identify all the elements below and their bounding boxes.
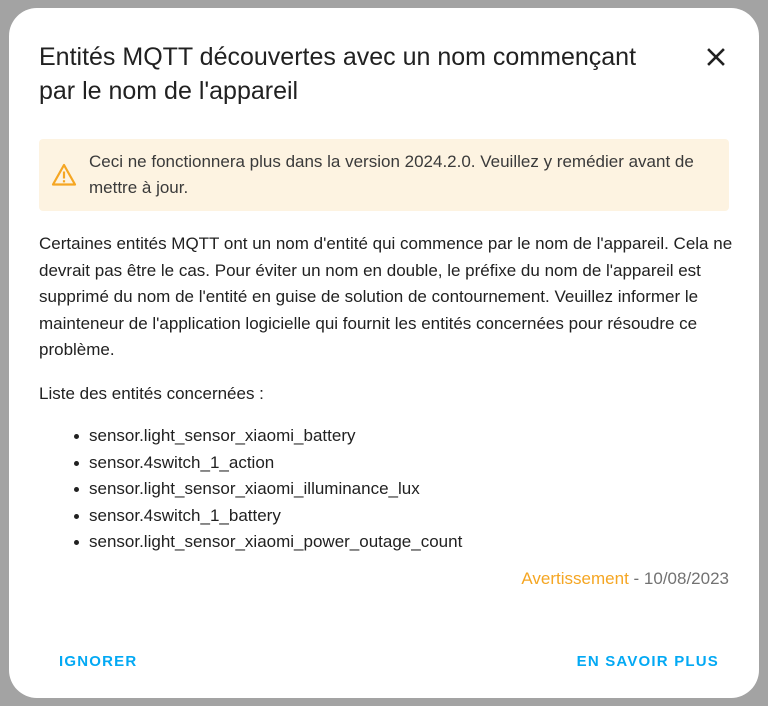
bullet-icon bbox=[74, 514, 79, 519]
warning-alert bbox=[39, 139, 729, 211]
close-button[interactable] bbox=[699, 40, 733, 74]
issue-date: 10/08/2023 bbox=[643, 569, 729, 588]
list-item bbox=[39, 476, 462, 503]
learn-more-button[interactable]: EN SAVOIR PLUS bbox=[577, 646, 719, 676]
severity-label: Avertissement bbox=[521, 569, 629, 588]
bullet-icon bbox=[74, 487, 79, 492]
meta-separator: - bbox=[628, 569, 644, 588]
close-icon bbox=[699, 40, 733, 74]
affected-entity-list bbox=[39, 423, 462, 556]
issue-meta bbox=[521, 566, 729, 592]
dialog-title: Entités MQTT découvertes avec un nom commençant par le nom de l'appareil bbox=[39, 43, 637, 105]
entity-id: sensor.light_sensor_xiaomi_illuminance_lux bbox=[89, 479, 420, 498]
list-item bbox=[39, 529, 462, 556]
list-item bbox=[39, 423, 462, 450]
ignore-button[interactable]: IGNORER bbox=[59, 646, 137, 676]
bullet-icon bbox=[74, 461, 79, 466]
entity-id: sensor.4switch_1_action bbox=[89, 452, 275, 472]
warning-triangle-icon bbox=[51, 162, 77, 188]
list-item bbox=[39, 503, 462, 530]
entity-list-heading: Liste des entités concernées : bbox=[39, 384, 264, 403]
entity-id: sensor.4switch_1_battery bbox=[89, 505, 281, 525]
list-item bbox=[39, 450, 462, 477]
warning-text: Ceci ne fonctionnera plus dans la version 2024.2.0. Veuillez y remédier avant de mettre à jour. bbox=[89, 152, 694, 197]
repair-issue-dialog bbox=[9, 8, 759, 698]
bullet-icon bbox=[74, 540, 79, 545]
bullet-icon bbox=[74, 434, 79, 439]
entity-id: sensor.light_sensor_xiaomi_power_outage_count bbox=[89, 532, 463, 551]
issue-description: Certaines entités MQTT ont un nom d'entité qui commence par le nom de l'appareil. Cela ne devrait pas être le cas. Pour éviter un nom en double, le préfixe du nom de l'appareil est supprimé du nom de l'entité en guise de solution de contournement. Veuillez informer le mainteneur de l'application logicielle qui fournit les entités concernées pour résoudre ce problème. bbox=[39, 234, 733, 359]
entity-id: sensor.light_sensor_xiaomi_battery bbox=[89, 426, 356, 445]
